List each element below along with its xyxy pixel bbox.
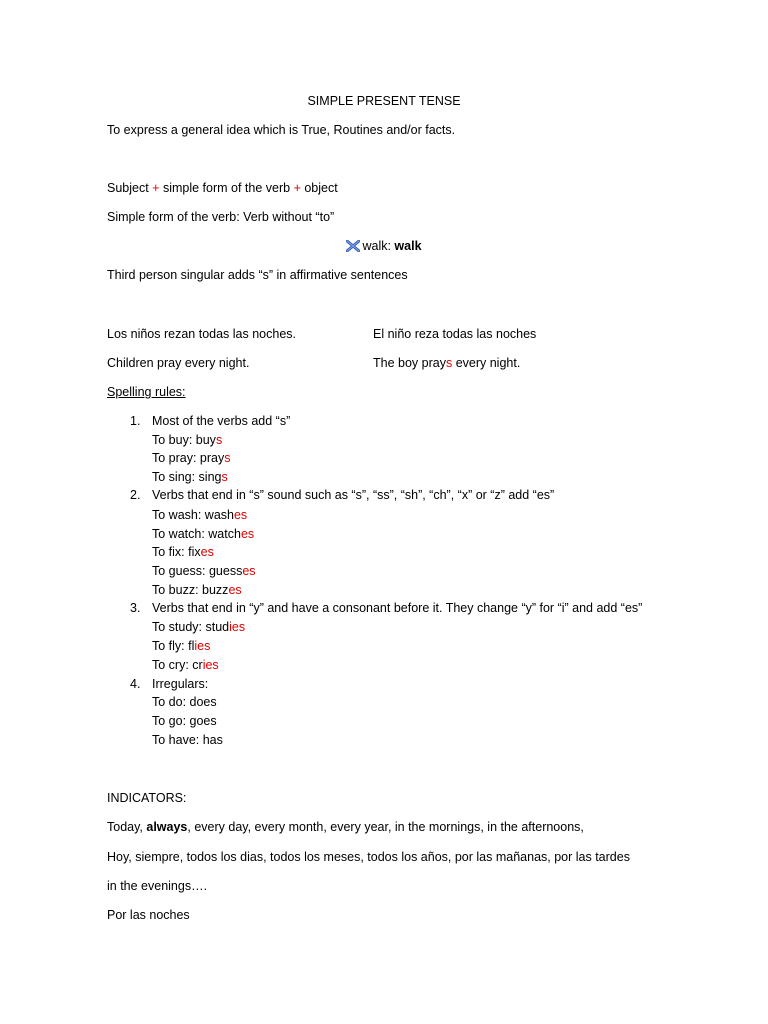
rule-example xyxy=(152,732,223,748)
rule-text: Irregulars: xyxy=(152,677,209,691)
spelling-rules-heading: Spelling rules: xyxy=(107,385,186,399)
intro-text: To express a general idea which is True, Routines and/or facts. xyxy=(107,123,456,137)
rule-example xyxy=(152,544,214,560)
example-base: To buy: buy xyxy=(152,433,216,447)
rule-example xyxy=(152,582,242,598)
example-base: To buzz: buzz xyxy=(152,583,229,597)
rule-example xyxy=(152,507,247,523)
rule-example xyxy=(152,657,219,673)
example-es-plural: Los niños rezan todas las noches. xyxy=(107,327,297,341)
example-base: To fix: fix xyxy=(152,545,201,559)
indicators-spanish: Hoy, siempre, todos los dias, todos los meses, todos los años, por las mañanas, por las tardes xyxy=(107,850,630,864)
indicators-en-after: , every day, every month, every year, in the mornings, in the afternoons, xyxy=(187,820,584,834)
example-suffix: ies xyxy=(194,639,211,653)
rule-example xyxy=(152,526,254,542)
example-suffix: ies xyxy=(229,620,246,634)
example-suffix: s xyxy=(221,470,228,484)
example-base: To go: goes xyxy=(152,714,217,728)
example-en-singular-before: The boy pray xyxy=(373,356,446,370)
example-base: To guess: guess xyxy=(152,564,243,578)
example-suffix: es xyxy=(228,583,242,597)
example-en-singular xyxy=(373,355,520,371)
rule-example xyxy=(152,563,256,579)
indicators-en-before: Today, xyxy=(107,820,147,834)
rule-example xyxy=(152,432,222,448)
example-suffix: ies xyxy=(202,658,219,672)
rule-example xyxy=(152,694,217,710)
rule-text: Verbs that end in “y” and have a consonant before it. They change “y” for “i” and add “es” xyxy=(152,601,643,615)
formula-verb: simple form of the verb xyxy=(159,181,294,195)
example-es-singular: El niño reza todas las noches xyxy=(373,327,537,341)
formula-plus-1: + xyxy=(152,181,160,195)
simple-form-definition: Simple form of the verb: Verb without “to” xyxy=(107,210,335,224)
example-suffix: s xyxy=(215,433,223,447)
example-en-plural: Children pray every night. xyxy=(107,356,250,370)
rule-text: Verbs that end in “s” sound such as “s”, “ss”, “sh”, “ch”, “x” or “z” add “es” xyxy=(152,488,555,502)
rule-number: 3. xyxy=(130,601,141,615)
document-title: SIMPLE PRESENT TENSE xyxy=(307,94,461,108)
example-suffix: es xyxy=(200,545,214,559)
rule-number: 2. xyxy=(130,488,141,502)
indicators-english xyxy=(107,819,584,835)
walk-label: walk: xyxy=(362,239,395,253)
example-base: To do: does xyxy=(152,695,217,709)
example-base: To have: has xyxy=(152,733,223,747)
example-base: To fly: fl xyxy=(152,639,195,653)
x-mark-icon xyxy=(346,240,360,252)
rule-number: 4. xyxy=(130,677,141,691)
example-base: To watch: watch xyxy=(152,527,241,541)
example-suffix: es xyxy=(233,508,248,522)
rule-text: Most of the verbs add “s” xyxy=(152,414,291,428)
example-suffix: s xyxy=(224,451,231,465)
example-base: To cry: cr xyxy=(152,658,203,672)
example-base: To pray: pray xyxy=(152,451,225,465)
formula-subject: Subject xyxy=(107,181,153,195)
indicators-english-2: in the evenings…. xyxy=(107,879,208,893)
example-base: To study: stud xyxy=(152,620,230,634)
example-suffix: es xyxy=(242,564,256,578)
formula-object: object xyxy=(300,181,338,195)
example-base: To wash: wash xyxy=(152,508,234,522)
indicators-heading: INDICATORS: xyxy=(107,791,187,805)
formula xyxy=(107,180,338,196)
walk-example xyxy=(0,238,768,254)
rule-number: 1. xyxy=(130,414,141,428)
rule-example xyxy=(152,713,217,729)
example-base: To sing: sing xyxy=(152,470,222,484)
rule-example xyxy=(152,469,228,485)
example-en-singular-suffix: s xyxy=(445,356,453,370)
third-person-rule: Third person singular adds “s” in affirmative sentences xyxy=(107,268,408,282)
rule-example xyxy=(152,450,231,466)
example-en-singular-after: every night. xyxy=(452,356,521,370)
indicators-en-always: always xyxy=(146,820,188,834)
indicators-spanish-2: Por las noches xyxy=(107,908,190,922)
example-suffix: es xyxy=(240,527,255,541)
rule-example xyxy=(152,638,210,654)
formula-plus-2: + xyxy=(293,181,301,195)
walk-value: walk xyxy=(394,239,422,253)
rule-example xyxy=(152,619,245,635)
